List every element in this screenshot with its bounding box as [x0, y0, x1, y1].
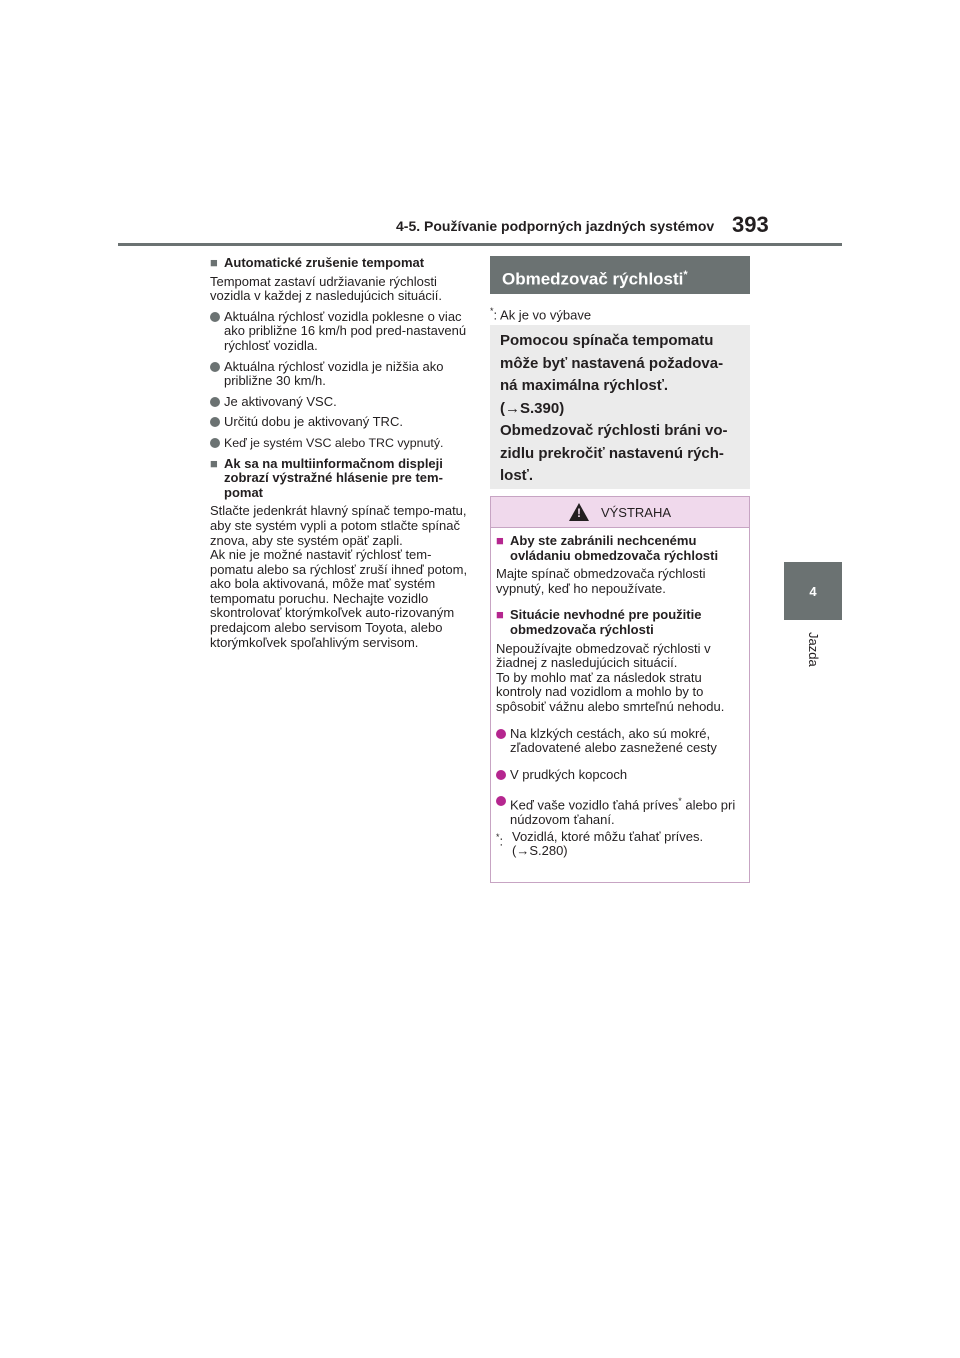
list-item — [210, 360, 468, 389]
list-item — [210, 436, 468, 451]
bullet-dot-icon — [210, 395, 224, 410]
intro-reference: (→S.390) — [500, 399, 565, 417]
paragraph: Ak nie je možné nastaviť rýchlosť tem-pomatu alebo sa rýchlosť zruší ihneď potom, ako bola aktivovaná, môže mať systém tempomatu poruchu. Nechajte vozidlo skontrolovať ktorýmkoľvek auto-rizovaným predajcom alebo servisom Toyota, alebo ktorýmkoľvek spoľahlivým servisom. — [210, 547, 468, 650]
section-title: 4-5. Používanie podporných jazdných systémov — [396, 218, 715, 234]
list-item — [496, 727, 745, 756]
section-header-mark: * — [683, 269, 688, 281]
section-header — [490, 256, 750, 294]
heading-text: Situácie nevhodné pre použitie obmedzovača rýchlosti — [510, 607, 702, 637]
intro-text-2: Obmedzovač rýchlosti bráni vo-zidlu prekročiť nastavenú rých-losť. — [500, 422, 728, 484]
list-item-text: Aktuálna rýchlosť vozidla je nižšia ako približne 30 km/h. — [224, 358, 444, 389]
heading-text: Aby ste zabránili nechcenému ovládaniu obmedzovača rýchlosti — [510, 533, 719, 563]
intro-text: Pomocou spínača tempomatu môže byť nastavená požadova-ná maximálna rýchlosť. — [500, 332, 724, 394]
warning-title: VÝSTRAHA — [600, 504, 672, 520]
left-column — [210, 256, 468, 650]
paragraph: To by mohlo mať za následok stratu kontroly nad vozidlom a mohlo by to spôsobiť vážnu alebo smrteľnú nehodu. — [496, 669, 725, 714]
bullet-dot-icon — [210, 310, 224, 354]
footnote-colon: : — [499, 833, 504, 849]
chapter-number: 4 — [809, 583, 817, 599]
list-item — [496, 794, 745, 828]
intro-box — [490, 325, 750, 489]
footnote-mark: * — [678, 796, 682, 807]
list-item-text: Na klzkých cestách, ako sú mokré, zľadovatené alebo zasnežené cesty — [510, 725, 717, 756]
warning-footnote — [496, 830, 745, 859]
square-bullet-icon: ■ — [210, 455, 218, 471]
warning-body — [491, 528, 749, 859]
paragraph: Nepoužívajte obmedzovač rýchlosti v žiadnej z nasledujúcich situácií. — [496, 640, 711, 671]
warning-heading — [496, 534, 745, 563]
bullet-dot-icon — [210, 360, 224, 389]
footnote-text: : Ak je vo výbave — [493, 307, 592, 323]
header-rule — [118, 243, 842, 246]
paragraph: Majte spínač obmedzovača rýchlosti vypnutý, keď ho nepoužívate. — [496, 566, 706, 596]
heading-text: Ak sa na multiinformačnom displeji zobrazí výstražné hlásenie pre tem-pomat — [224, 455, 443, 500]
warning-heading — [496, 608, 745, 637]
footnote-marker — [496, 830, 512, 859]
square-bullet-icon: ■ — [496, 533, 504, 548]
page-number: 393 — [732, 212, 769, 237]
list-item — [210, 415, 468, 430]
footnote-text: Vozidlá, ktoré môžu ťahať príves. (→S.280) — [512, 828, 704, 859]
list-item — [210, 310, 468, 354]
section-header-text: Obmedzovač rýchlosti — [502, 269, 684, 289]
list-item-text-part: alebo pri núdzovom ťahaní. — [510, 797, 736, 828]
square-bullet-icon: ■ — [496, 607, 504, 623]
heading-auto-cancel — [210, 256, 468, 271]
list-item-text-part: Keď vaše vozidlo ťahá príves — [510, 797, 679, 813]
footnote-mark: * — [496, 831, 500, 842]
bullet-dot-icon — [496, 794, 510, 828]
availability-footnote — [490, 306, 591, 322]
warning-box — [490, 496, 750, 883]
list-item-text: Určitú dobu je aktivovaný TRC. — [224, 414, 403, 430]
heading-text: Automatické zrušenie tempomat — [224, 255, 425, 270]
list-item — [496, 768, 745, 783]
list-item — [210, 395, 468, 410]
heading-warning-message — [210, 457, 468, 501]
footnote-mark: * — [490, 306, 494, 316]
warning-header — [491, 497, 749, 528]
bullet-dot-icon — [496, 727, 510, 756]
list-item-text: Keď je systém VSC alebo TRC vypnutý. — [224, 435, 444, 450]
bullet-dot-icon — [210, 436, 224, 451]
chapter-label: Jazda — [806, 632, 821, 667]
bullet-dot-icon — [210, 415, 224, 430]
square-bullet-icon: ■ — [210, 255, 218, 270]
chapter-tab — [784, 562, 842, 620]
paragraph: Stlačte jedenkrát hlavný spínač tempo-matu, aby ste systém vypli a potom stlačte spínač znova, aby ste systém opäť zapli. — [210, 503, 467, 548]
list-item-text: Je aktivovaný VSC. — [224, 393, 337, 409]
list-item-text: V prudkých kopcoch — [510, 766, 628, 782]
list-item-text: Aktuálna rýchlosť vozidla poklesne o viac ako približne 16 km/h pod pred-nastavenú rýchlosť vozidla. — [224, 308, 467, 353]
bullet-dot-icon — [496, 768, 510, 783]
warning-triangle-icon — [569, 503, 589, 521]
paragraph: Tempomat zastaví udržiavanie rýchlosti vozidla v každej z nasledujúcich situácií. — [210, 273, 442, 304]
list-item-text — [510, 794, 745, 828]
